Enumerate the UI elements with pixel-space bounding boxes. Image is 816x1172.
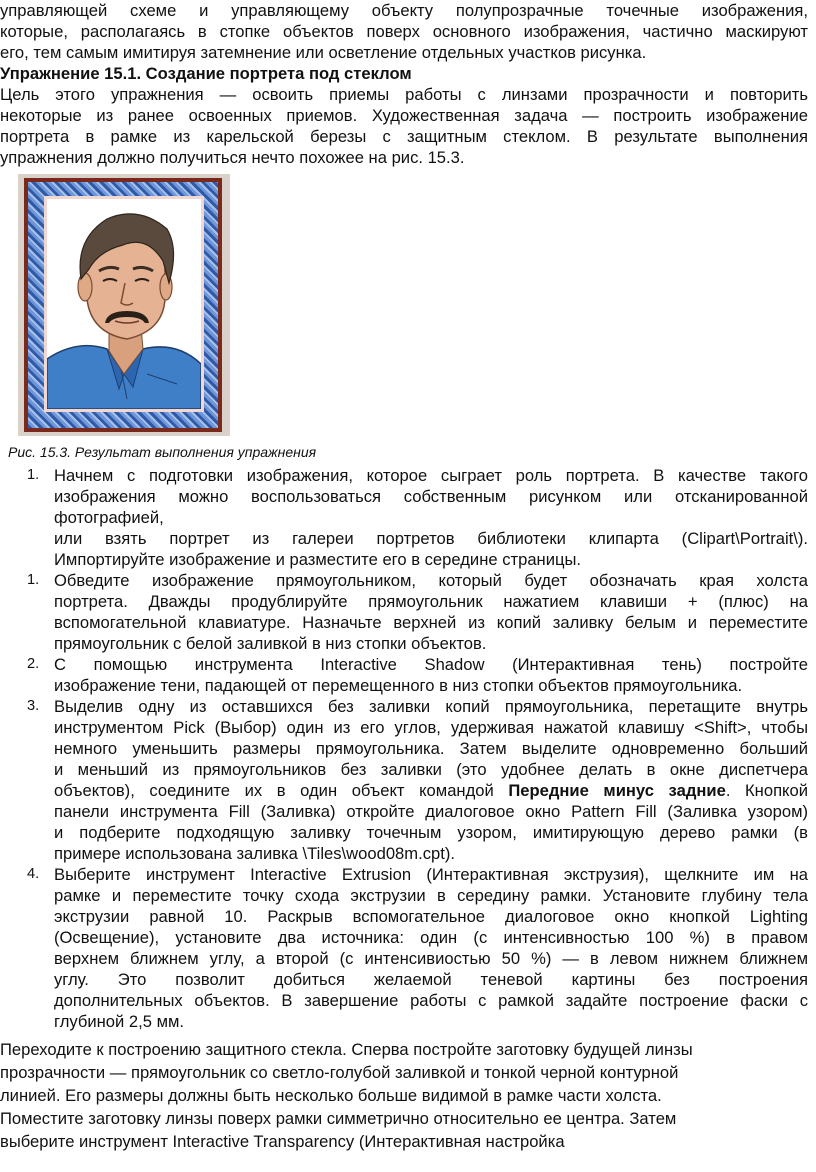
- list-number: 1.: [27, 467, 40, 483]
- text-line: (Освещение), установите два источника: один (с интенсивностью 100 %) в правом: [54, 928, 808, 947]
- list-number: 3.: [27, 698, 40, 714]
- text-line: портрета. Дважды продублируйте прямоугольник нажатием клавиши + (плюс) на: [54, 592, 808, 611]
- list-item: [0, 864, 808, 1032]
- text-line: изображение тени, падающей от перемещенного в низ стопки объектов прямоугольника.: [54, 676, 743, 695]
- list-number: 1.: [27, 572, 40, 588]
- list-number: 2.: [27, 656, 40, 672]
- text-line: линией. Его размеры должны быть несколько больше видимой в рамке части холста.: [0, 1086, 662, 1105]
- text-line: углу. Это позволит добиться желаемой теневой картины без построения: [54, 970, 808, 989]
- text-line: немного уменьшить размеры прямоугольника. Затем выделите одновременно больший: [54, 739, 808, 758]
- portrait-canvas: [44, 196, 204, 412]
- text-line: Обведите изображение прямоугольником, который будет обозначать края холста: [54, 571, 808, 590]
- list-item: [0, 654, 808, 696]
- intro-paragraph: [0, 0, 808, 63]
- text-line: которые, располагаясь в стопке объектов поверх основного изображения, частично маскируют: [0, 22, 808, 41]
- portrait-figure: [18, 174, 230, 436]
- text-line: Выделив одну из оставшихся без заливки копий прямоугольника, перетащите внутрь: [54, 697, 808, 716]
- text-line: портрета в рамке из карельской березы с защитным стеклом. В результате выполнения: [0, 127, 808, 146]
- text-line: Выберите инструмент Interactive Extrusion (Интерактивная экструзия), щелкните им на: [54, 865, 808, 884]
- text-line: прямоугольник с белой заливкой в низ стопки объектов.: [54, 634, 487, 653]
- text-line: [54, 780, 808, 801]
- text-line: его, тем самым имитируя затемнение или осветление отдельных участков рисунка.: [0, 43, 647, 62]
- text-line: и подберите подходящую заливку точечным узором, имитирующую дерево рамки (в: [54, 823, 808, 842]
- figure-caption: Рис. 15.3. Результат выполнения упражнения: [8, 444, 317, 460]
- command-name: Передние минус задние: [508, 781, 726, 800]
- text-line: экструзии равной 10. Раскрыв вспомогательное диалоговое окно кнопкой Lighting: [54, 907, 808, 926]
- text-line: Поместите заготовку линзы поверх рамки симметрично относительно ее центра. Затем: [0, 1109, 677, 1128]
- text-line: выберите инструмент Interactive Transparency (Интерактивная настройка: [0, 1132, 565, 1151]
- exercise-title: Упражнение 15.1. Создание портрета под стеклом: [0, 64, 412, 83]
- text-line: инструментом Pick (Выбор) один из его углов, удерживая нажатой клавишу <Shift>, чтобы: [54, 718, 808, 737]
- text-line: фотографией,: [54, 508, 164, 527]
- goal-paragraph: [0, 84, 808, 168]
- text-line: и меньший из прямоугольников без заливки (это удобнее делать в окне диспетчера: [54, 760, 808, 779]
- text-span: . Кнопкой: [725, 781, 808, 800]
- list-number: 4.: [27, 866, 40, 882]
- text-line: глубиной 2,5 мм.: [54, 1012, 185, 1031]
- text-line: некоторые из ранее освоенных приемов. Художественная задача — построить изображение: [0, 106, 808, 125]
- text-line: Начнем с подготовки изображения, которое сыграет роль портрета. В качестве такого: [54, 466, 808, 485]
- text-line: дополнительных объектов. В завершение работы с рамкой задайте построение фаски с: [54, 991, 808, 1010]
- text-line: или взять портрет из галереи портретов библиотеки клипарта (Clipart\Portrait\).: [54, 529, 808, 548]
- text-line: панели инструмента Fill (Заливка) откройте диалоговое окно Pattern Fill (Заливка узором): [54, 802, 808, 821]
- steps-list: [0, 465, 808, 1032]
- text-line: упражнения должно получиться нечто похожее на рис. 15.3.: [0, 148, 465, 167]
- text-line: Цель этого упражнения — освоить приемы работы с линзами прозрачности и повторить: [0, 85, 808, 104]
- text-line: изображения можно воспользоваться собственным рисунком или отсканированной: [54, 487, 808, 506]
- portrait-illustration: [47, 199, 201, 409]
- text-line: Импортируйте изображение и разместите его в середине страницы.: [54, 550, 582, 569]
- text-line: верхнем ближнем углу, а второй (с интенсивиостью 50 %) — в левом нижнем ближнем: [54, 949, 808, 968]
- list-item: [0, 465, 808, 570]
- text-line: рамке и переместите точку схода экструзии в середину рамки. Установите глубину тела: [54, 886, 808, 905]
- text-line: управляющей схеме и управляющему объекту полупрозрачные точечные изображения,: [0, 1, 808, 20]
- closing-paragraph: [0, 1038, 808, 1153]
- text-line: прозрачности — прямоугольник со светло-голубой заливкой и тонкой черной контурной: [0, 1063, 679, 1082]
- list-item: [0, 696, 808, 864]
- text-span: объектов), соедините их в один объект командой: [54, 781, 509, 800]
- list-item: [0, 570, 808, 654]
- text-line: вспомогательной клавиатуре. Назначьте верхней из копий заливку белым и переместите: [54, 613, 808, 632]
- text-line: Переходите к построению защитного стекла. Сперва постройте заготовку будущей линзы: [0, 1040, 693, 1059]
- text-line: С помощью инструмента Interactive Shadow (Интерактивная тень) постройте: [54, 655, 808, 674]
- text-line: примере использована заливка \Tiles\wood08m.cpt).: [54, 844, 455, 863]
